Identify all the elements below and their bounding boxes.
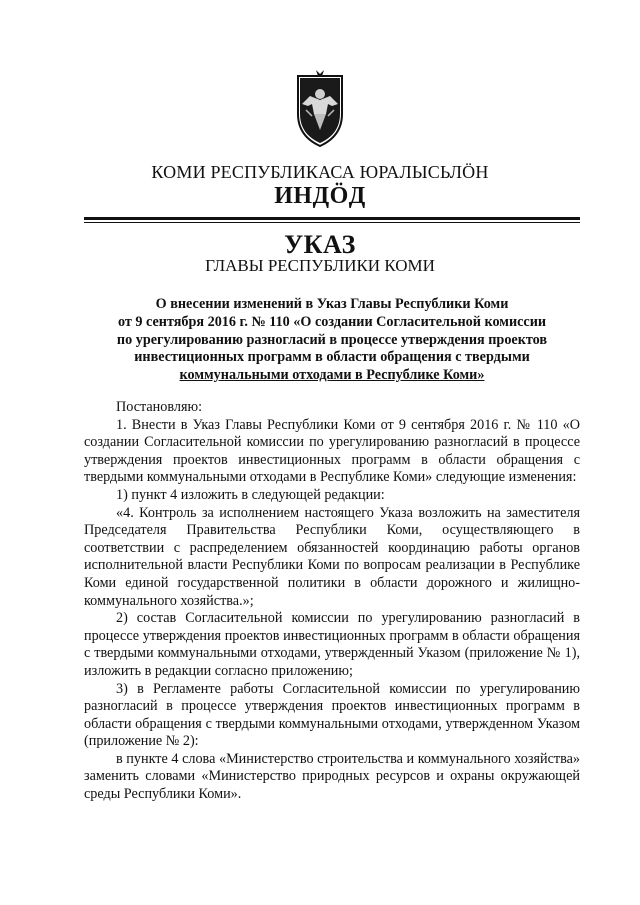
decree-title-line: инвестиционных программ в области обращения с твердыми xyxy=(134,349,530,366)
doc-issuer: ГЛАВЫ РЕСПУБЛИКИ КОМИ xyxy=(205,256,435,275)
decree-item-1-3: 3) в Регламенте работы Согласительной комиссии по урегулированию разногласий в процессе утверждения проектов инвестиционных программ в области обращения с твердыми коммунальными отходами, утвержденном Указом (приложение № 2): xyxy=(84,680,580,750)
doc-type-title: УКАЗ xyxy=(284,230,356,259)
decree-item-1-1-quote: «4. Контроль за исполнением настоящего Указа возложить на заместителя Председателя Правительства Республики Коми, осуществляющего в соответствии с распределением обязанностей координацию работы органов исполнительной власти Республики Коми по вопросам реализации в Республике Коми единой государственной политики в области дорожного и жилищно-коммунального хозяйства.»; xyxy=(84,504,580,609)
decree-title xyxy=(84,296,580,385)
header-republic-name: КОМИ РЕСПУБЛИКАСА ЮРАЛЫСЬЛӦН xyxy=(151,162,489,182)
decree-title-line: О внесении изменений в Указ Главы Республики Коми xyxy=(155,296,509,312)
decree-item-1-1: 1) пункт 4 изложить в следующей редакции: xyxy=(116,486,385,503)
decree-intro: Постановляю: xyxy=(116,399,203,415)
decree-item-1-3-a: в пункте 4 слова «Министерство строительства и коммунального хозяйства» заменить словами «Министерство природных ресурсов и охраны окружающей среды Республики Коми». xyxy=(84,750,580,803)
komi-coat-of-arms-icon xyxy=(292,70,348,150)
decree-title-line-last: коммунальными отходами в Республике Коми» xyxy=(179,367,485,384)
decree-item-1: 1. Внести в Указ Главы Республики Коми от 9 сентября 2016 г. № 110 «О создании Согласительной комиссии по урегулированию разногласий в процессе утверждения проектов инвестиционных программ в области обращения с твердыми коммунальными отходами в Республике Коми» следующие изменения: xyxy=(84,416,580,486)
decree-title-line: по урегулированию разногласий в процессе утверждения проектов xyxy=(116,331,548,348)
decree-body xyxy=(84,399,580,804)
decree-title-line: от 9 сентября 2016 г. № 110 «О создании Согласительной комиссии xyxy=(117,313,547,330)
decree-item-1-2: 2) состав Согласительной комиссии по урегулированию разногласий в процессе утверждения проектов инвестиционных программ в области обращения с твердыми коммунальными отходами, утвержденный Указом (приложение № 1), изложить в редакции согласно приложению; xyxy=(84,610,580,679)
header-doc-type-komi: ИНДӦД xyxy=(274,183,366,209)
header-divider-thick xyxy=(84,217,580,220)
header-divider-thin xyxy=(84,222,580,223)
